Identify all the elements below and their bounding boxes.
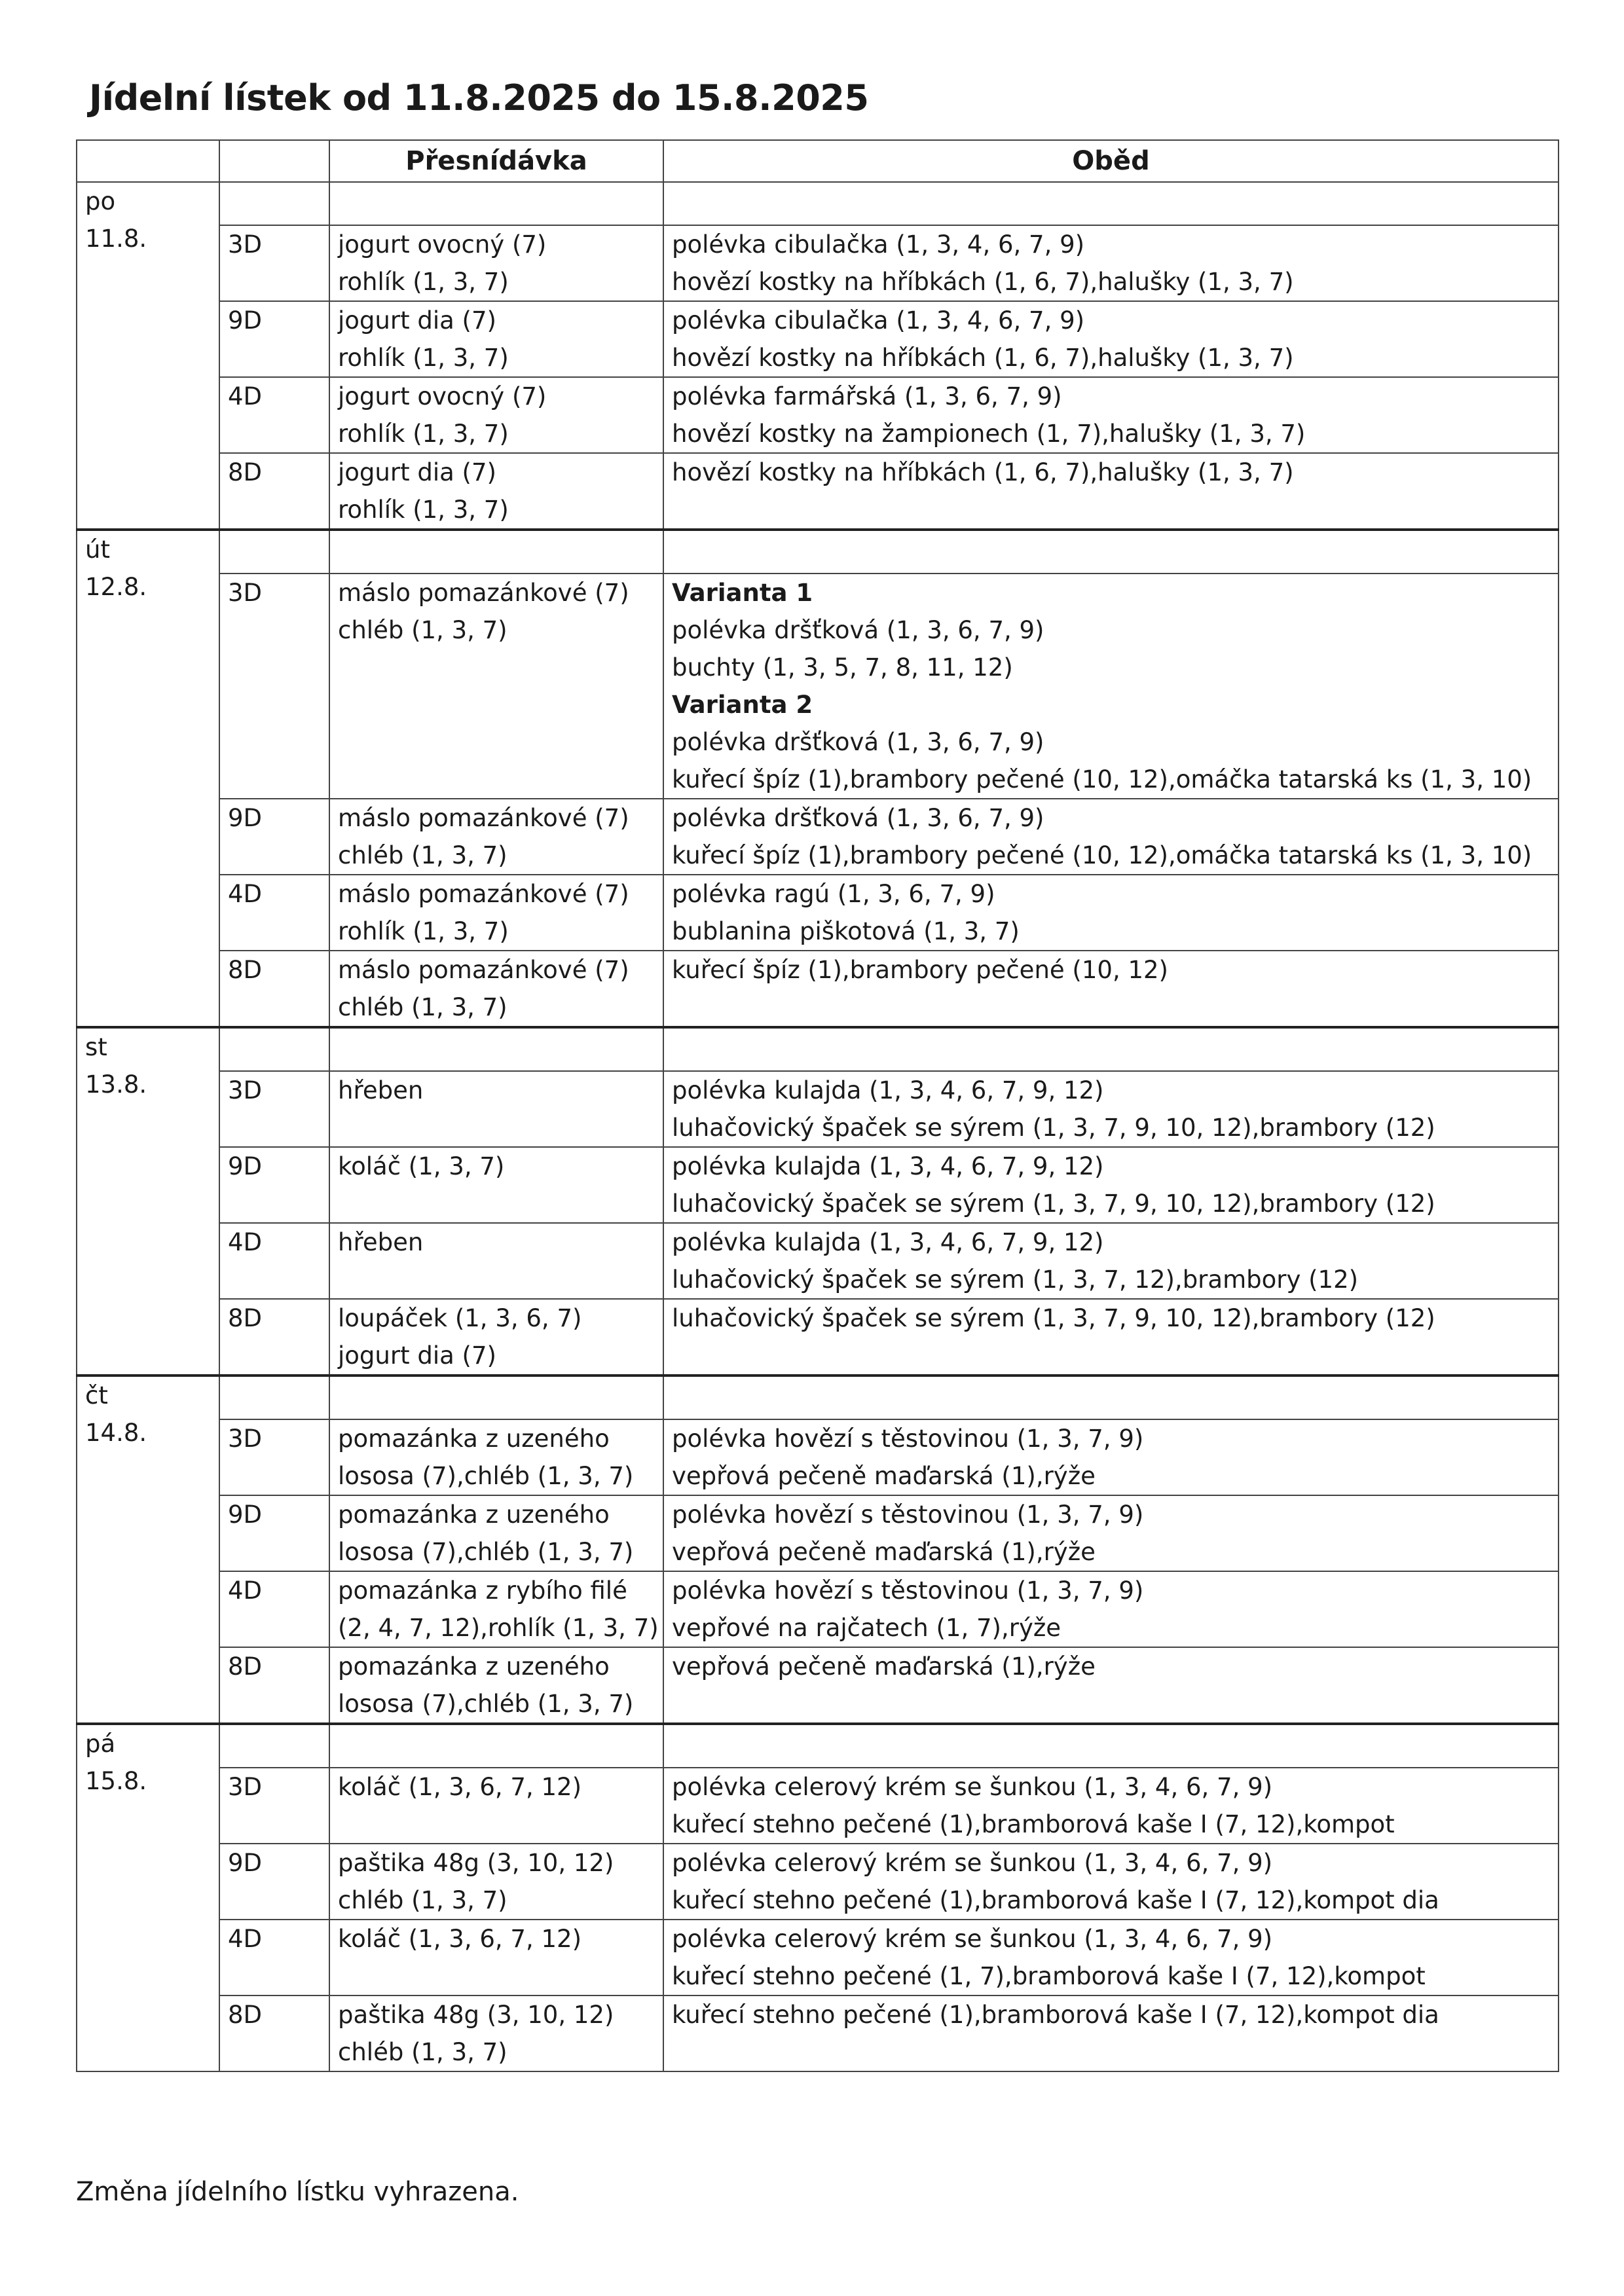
day-date: 12.8. — [85, 573, 147, 601]
day-date: 13.8. — [85, 1070, 147, 1099]
snack-cell — [329, 951, 663, 1027]
snack-line: loupáček (1, 3, 6, 7) — [338, 1304, 582, 1332]
lunch-line: polévka hovězí s těstovinou (1, 3, 7, 9) — [672, 1576, 1144, 1605]
spacer-cell — [329, 1376, 663, 1419]
spacer-cell — [663, 182, 1559, 225]
header-lunch: Oběd — [663, 140, 1559, 182]
lunch-line: luhačovický špaček se sýrem (1, 3, 7, 9, 10, 12),brambory (12) — [672, 1114, 1435, 1142]
diet-code: 4D — [219, 1223, 329, 1299]
lunch-line: hovězí kostky na žampionech (1, 7),halušky (1, 3, 7) — [672, 420, 1306, 448]
snack-line: máslo pomazánkové (7) — [338, 579, 629, 607]
diet-code: 8D — [219, 951, 329, 1027]
header-empty-code — [219, 140, 329, 182]
day-cell — [77, 182, 219, 530]
header-empty-day — [77, 140, 219, 182]
lunch-line: hovězí kostky na hříbkách (1, 6, 7),halušky (1, 3, 7) — [672, 344, 1294, 372]
day-name: po — [85, 187, 116, 215]
lunch-cell — [663, 875, 1559, 951]
snack-line: jogurt ovocný (7) — [338, 382, 547, 410]
snack-cell — [329, 1147, 663, 1223]
diet-code: 8D — [219, 1647, 329, 1724]
lunch-line: vepřová pečeně maďarská (1),rýže — [672, 1652, 1096, 1681]
diet-code: 8D — [219, 453, 329, 530]
lunch-cell — [663, 1768, 1559, 1844]
snack-line: chléb (1, 3, 7) — [338, 841, 507, 869]
day-cell — [77, 1724, 219, 2071]
day-name: čt — [85, 1381, 108, 1410]
menu-body — [77, 182, 1559, 2071]
lunch-cell — [663, 1844, 1559, 1920]
diet-code: 9D — [219, 1147, 329, 1223]
snack-line: rohlík (1, 3, 7) — [338, 917, 509, 945]
table-row — [77, 799, 1559, 875]
variant-label: Varianta 2 — [672, 691, 813, 719]
diet-code: 9D — [219, 1844, 329, 1920]
lunch-cell — [663, 453, 1559, 530]
table-row — [77, 1147, 1559, 1223]
snack-line: máslo pomazánkové (7) — [338, 880, 629, 908]
lunch-line: vepřové na rajčatech (1, 7),rýže — [672, 1614, 1061, 1642]
lunch-cell — [663, 377, 1559, 453]
day-cell — [77, 1376, 219, 1724]
diet-code: 3D — [219, 574, 329, 799]
spacer-cell — [663, 1027, 1559, 1071]
day-spacer-row — [77, 1027, 1559, 1071]
table-row — [77, 1571, 1559, 1647]
snack-cell — [329, 1647, 663, 1724]
table-row — [77, 453, 1559, 530]
day-date: 11.8. — [85, 225, 147, 253]
table-row — [77, 1995, 1559, 2071]
table-row — [77, 301, 1559, 377]
snack-line: paštika 48g (3, 10, 12) — [338, 2001, 614, 2029]
snack-cell — [329, 301, 663, 377]
snack-line: chléb (1, 3, 7) — [338, 1886, 507, 1914]
spacer-cell — [219, 1724, 329, 1768]
snack-cell — [329, 1571, 663, 1647]
header-snack: Přesnídávka — [329, 140, 663, 182]
snack-cell — [329, 1495, 663, 1571]
header-row — [77, 140, 1559, 182]
snack-line: koláč (1, 3, 6, 7, 12) — [338, 1925, 582, 1953]
spacer-cell — [663, 530, 1559, 574]
table-row — [77, 1768, 1559, 1844]
snack-cell — [329, 225, 663, 301]
spacer-cell — [219, 1376, 329, 1419]
snack-line: pomazánka z uzeného — [338, 1501, 610, 1529]
table-row — [77, 225, 1559, 301]
table-row — [77, 875, 1559, 951]
snack-line: rohlík (1, 3, 7) — [338, 420, 509, 448]
lunch-line: polévka celerový krém se šunkou (1, 3, 4, 6, 7, 9) — [672, 1925, 1273, 1953]
day-date: 14.8. — [85, 1419, 147, 1447]
spacer-cell — [219, 530, 329, 574]
diet-code: 3D — [219, 1419, 329, 1495]
snack-line: paštika 48g (3, 10, 12) — [338, 1849, 614, 1877]
day-name: pá — [85, 1730, 116, 1758]
snack-line: hřeben — [338, 1076, 424, 1104]
snack-line: jogurt dia (7) — [338, 1341, 496, 1370]
spacer-cell — [219, 1027, 329, 1071]
table-row — [77, 1920, 1559, 1995]
day-date: 15.8. — [85, 1767, 147, 1795]
lunch-line: hovězí kostky na hříbkách (1, 6, 7),halušky (1, 3, 7) — [672, 268, 1294, 296]
lunch-line: polévka dršťková (1, 3, 6, 7, 9) — [672, 804, 1044, 832]
lunch-cell — [663, 1920, 1559, 1995]
lunch-line: vepřová pečeně maďarská (1),rýže — [672, 1462, 1096, 1490]
diet-code: 4D — [219, 377, 329, 453]
table-row — [77, 1647, 1559, 1724]
snack-line: máslo pomazánkové (7) — [338, 956, 629, 984]
snack-line: rohlík (1, 3, 7) — [338, 268, 509, 296]
snack-line: máslo pomazánkové (7) — [338, 804, 629, 832]
lunch-cell — [663, 799, 1559, 875]
spacer-cell — [329, 1724, 663, 1768]
lunch-cell — [663, 1419, 1559, 1495]
diet-code: 9D — [219, 301, 329, 377]
snack-cell — [329, 799, 663, 875]
diet-code: 4D — [219, 1571, 329, 1647]
snack-line: chléb (1, 3, 7) — [338, 2038, 507, 2066]
day-name: út — [85, 536, 110, 564]
diet-code: 3D — [219, 225, 329, 301]
menu-table — [76, 139, 1559, 2072]
day-spacer-row — [77, 1724, 1559, 1768]
snack-cell — [329, 1920, 663, 1995]
snack-line: chléb (1, 3, 7) — [338, 993, 507, 1021]
diet-code: 8D — [219, 1299, 329, 1376]
diet-code: 3D — [219, 1071, 329, 1147]
lunch-line: polévka kulajda (1, 3, 4, 6, 7, 9, 12) — [672, 1076, 1104, 1104]
lunch-line: buchty (1, 3, 5, 7, 8, 11, 12) — [672, 653, 1013, 682]
lunch-cell — [663, 1571, 1559, 1647]
lunch-line: polévka dršťková (1, 3, 6, 7, 9) — [672, 728, 1044, 756]
lunch-line: polévka kulajda (1, 3, 4, 6, 7, 9, 12) — [672, 1228, 1104, 1256]
snack-line: pomazánka z uzeného — [338, 1652, 610, 1681]
lunch-line: kuřecí stehno pečené (1, 7),bramborová kaše I (7, 12),kompot — [672, 1962, 1426, 1990]
snack-line: koláč (1, 3, 7) — [338, 1152, 505, 1180]
spacer-cell — [329, 1027, 663, 1071]
snack-cell — [329, 1995, 663, 2071]
table-row — [77, 1844, 1559, 1920]
table-row — [77, 1223, 1559, 1299]
table-row — [77, 1495, 1559, 1571]
lunch-line: polévka celerový krém se šunkou (1, 3, 4, 6, 7, 9) — [672, 1773, 1273, 1801]
lunch-line: kuřecí špíz (1),brambory pečené (10, 12),omáčka tatarská ks (1, 3, 10) — [672, 765, 1532, 793]
lunch-cell — [663, 1495, 1559, 1571]
lunch-line: polévka farmářská (1, 3, 6, 7, 9) — [672, 382, 1062, 410]
table-row — [77, 1071, 1559, 1147]
lunch-cell — [663, 951, 1559, 1027]
spacer-cell — [329, 182, 663, 225]
diet-code: 9D — [219, 1495, 329, 1571]
lunch-line: vepřová pečeně maďarská (1),rýže — [672, 1538, 1096, 1566]
lunch-cell — [663, 225, 1559, 301]
lunch-line: polévka kulajda (1, 3, 4, 6, 7, 9, 12) — [672, 1152, 1104, 1180]
snack-line: jogurt dia (7) — [338, 306, 496, 335]
day-cell — [77, 1027, 219, 1376]
snack-line: pomazánka z uzeného — [338, 1425, 610, 1453]
spacer-cell — [663, 1724, 1559, 1768]
day-cell — [77, 530, 219, 1027]
day-spacer-row — [77, 182, 1559, 225]
snack-line: (2, 4, 7, 12),rohlík (1, 3, 7) — [338, 1614, 659, 1642]
snack-line: chléb (1, 3, 7) — [338, 616, 507, 644]
snack-cell — [329, 377, 663, 453]
lunch-cell — [663, 1299, 1559, 1376]
snack-cell — [329, 1768, 663, 1844]
lunch-line: polévka dršťková (1, 3, 6, 7, 9) — [672, 616, 1044, 644]
spacer-cell — [219, 182, 329, 225]
lunch-line: polévka cibulačka (1, 3, 4, 6, 7, 9) — [672, 230, 1085, 259]
lunch-cell — [663, 301, 1559, 377]
snack-line: lososa (7),chléb (1, 3, 7) — [338, 1538, 634, 1566]
snack-cell — [329, 574, 663, 799]
diet-code: 3D — [219, 1768, 329, 1844]
diet-code: 4D — [219, 875, 329, 951]
table-row — [77, 1299, 1559, 1376]
lunch-cell — [663, 1071, 1559, 1147]
snack-line: jogurt ovocný (7) — [338, 230, 547, 259]
snack-cell — [329, 453, 663, 530]
snack-line: rohlík (1, 3, 7) — [338, 344, 509, 372]
spacer-cell — [329, 530, 663, 574]
lunch-line: polévka cibulačka (1, 3, 4, 6, 7, 9) — [672, 306, 1085, 335]
footer-note: Změna jídelního lístku vyhrazena. — [76, 2177, 519, 2207]
snack-cell — [329, 1223, 663, 1299]
day-spacer-row — [77, 1376, 1559, 1419]
table-row — [77, 1419, 1559, 1495]
diet-code: 4D — [219, 1920, 329, 1995]
lunch-cell — [663, 1647, 1559, 1724]
lunch-line: kuřecí špíz (1),brambory pečené (10, 12) — [672, 956, 1168, 984]
lunch-line: hovězí kostky na hříbkách (1, 6, 7),halušky (1, 3, 7) — [672, 458, 1294, 486]
snack-line: rohlík (1, 3, 7) — [338, 496, 509, 524]
lunch-line: polévka hovězí s těstovinou (1, 3, 7, 9) — [672, 1425, 1144, 1453]
lunch-line: kuřecí stehno pečené (1),bramborová kaše I (7, 12),kompot dia — [672, 2001, 1439, 2029]
lunch-line: luhačovický špaček se sýrem (1, 3, 7, 9, 10, 12),brambory (12) — [672, 1190, 1435, 1218]
lunch-cell — [663, 1223, 1559, 1299]
snack-line: lososa (7),chléb (1, 3, 7) — [338, 1462, 634, 1490]
table-row — [77, 377, 1559, 453]
variant-label: Varianta 1 — [672, 579, 813, 607]
lunch-line: kuřecí stehno pečené (1),bramborová kaše I (7, 12),kompot — [672, 1810, 1395, 1838]
snack-cell — [329, 1299, 663, 1376]
snack-line: lososa (7),chléb (1, 3, 7) — [338, 1690, 634, 1718]
diet-code: 9D — [219, 799, 329, 875]
lunch-line: polévka celerový krém se šunkou (1, 3, 4, 6, 7, 9) — [672, 1849, 1273, 1877]
snack-cell — [329, 1419, 663, 1495]
lunch-line: polévka hovězí s těstovinou (1, 3, 7, 9) — [672, 1501, 1144, 1529]
lunch-line: luhačovický špaček se sýrem (1, 3, 7, 12),brambory (12) — [672, 1266, 1359, 1294]
lunch-line: luhačovický špaček se sýrem (1, 3, 7, 9, 10, 12),brambory (12) — [672, 1304, 1435, 1332]
snack-line: koláč (1, 3, 6, 7, 12) — [338, 1773, 582, 1801]
lunch-line: polévka ragú (1, 3, 6, 7, 9) — [672, 880, 995, 908]
lunch-line: kuřecí špíz (1),brambory pečené (10, 12),omáčka tatarská ks (1, 3, 10) — [672, 841, 1532, 869]
spacer-cell — [663, 1376, 1559, 1419]
table-row — [77, 574, 1559, 799]
snack-cell — [329, 875, 663, 951]
lunch-line: bublanina piškotová (1, 3, 7) — [672, 917, 1020, 945]
lunch-cell — [663, 1147, 1559, 1223]
snack-cell — [329, 1844, 663, 1920]
diet-code: 8D — [219, 1995, 329, 2071]
day-spacer-row — [77, 530, 1559, 574]
snack-line: hřeben — [338, 1228, 424, 1256]
snack-line: jogurt dia (7) — [338, 458, 496, 486]
table-row — [77, 951, 1559, 1027]
lunch-cell — [663, 574, 1559, 799]
page-title: Jídelní lístek od 11.8.2025 do 15.8.2025 — [89, 77, 869, 118]
snack-cell — [329, 1071, 663, 1147]
lunch-cell — [663, 1995, 1559, 2071]
lunch-line: kuřecí stehno pečené (1),bramborová kaše I (7, 12),kompot dia — [672, 1886, 1439, 1914]
day-name: st — [85, 1033, 107, 1061]
snack-line: pomazánka z rybího filé — [338, 1576, 627, 1605]
